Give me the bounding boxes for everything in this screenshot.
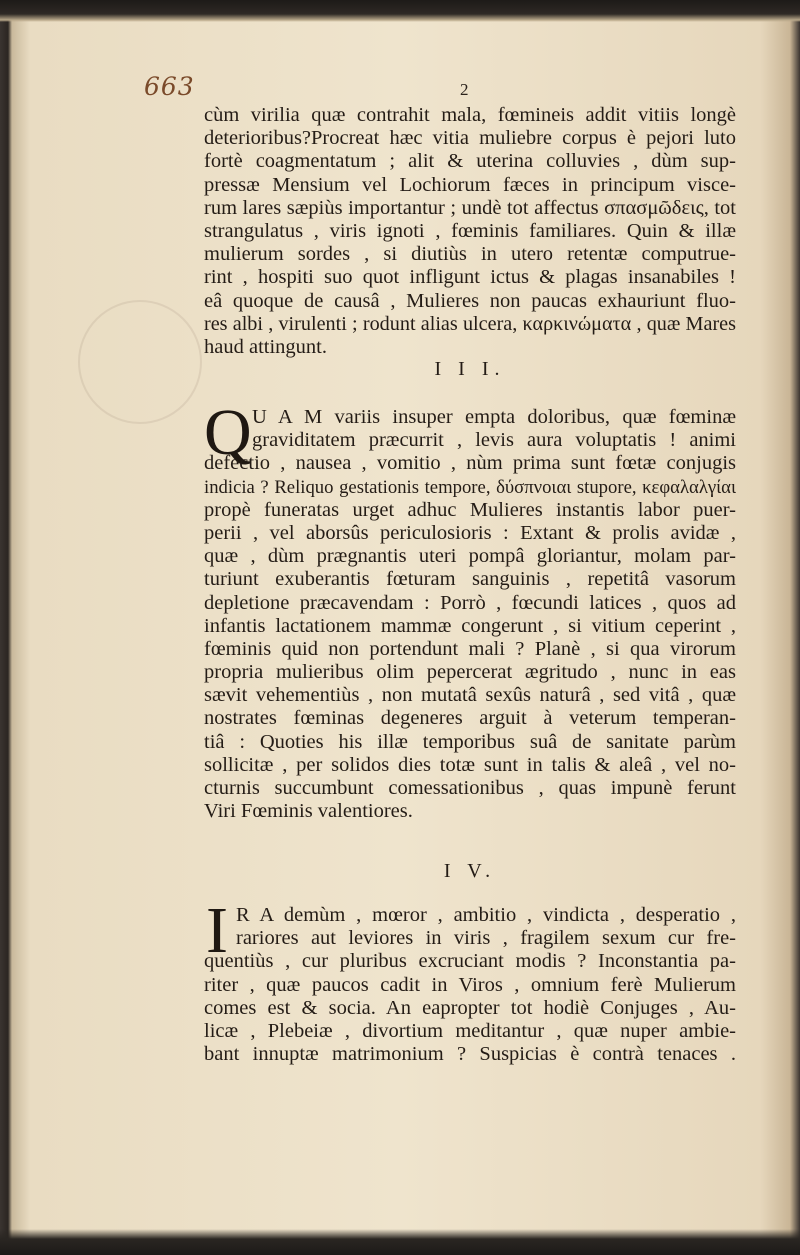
text-line: haud attingunt. xyxy=(204,335,327,358)
text-line: Viri Fœminis valentiores. xyxy=(204,800,413,823)
text-line: graviditatem præcurrit , levis aura voluptatis ! animi xyxy=(252,429,736,452)
text-line: eâ quoque de causâ , Mulieres non paucas exhauriunt fluo- xyxy=(204,289,736,312)
text-line: R A demùm , mœror , ambitio , vindicta , desperatio , xyxy=(236,904,736,926)
text-line: sollicitæ , per solidos dies totæ sunt in talis & aleâ , vel no- xyxy=(204,753,736,776)
text-line: propè funeratas urget adhuc Mulieres instantis labor puer- xyxy=(204,498,736,521)
text-line: turiunt exuberantis fœturam sanguinis , repetitâ vasorum xyxy=(204,568,736,591)
text-line: bant innuptæ matrimonium ? Suspicias è contrà tenaces . xyxy=(204,1043,736,1066)
text-line: comes est & socia. An eapropter tot hodiè Conjuges , Au- xyxy=(204,996,736,1019)
text-line: depletione præcavendam : Porrò , fœcundi latices , quos ad xyxy=(204,591,736,614)
text-line: quentiùs , cur pluribus excruciant modis ? Inconstantia pa- xyxy=(204,950,736,973)
text-line: pressæ Mensium vel Lochiorum fæces in principum visce- xyxy=(204,173,736,196)
text-line: propria mulieribus olim pepercerat ægritudo , nunc in eas xyxy=(204,661,736,684)
section-3-text-indented xyxy=(252,406,736,452)
page-number: 663 xyxy=(144,72,195,101)
section-4-text-indented xyxy=(236,904,736,950)
text-line: licæ , Plebeiæ , divortium meditantur , quæ nuper ambie- xyxy=(204,1019,736,1042)
section-1-text xyxy=(204,104,736,359)
text-line: rint , hospiti suo quot infligunt ictus & plagas insanabiles ! xyxy=(204,266,736,289)
text-line: nostrates fœminas degeneres arguit à veterum temperan- xyxy=(204,707,736,730)
book-bottom-edge xyxy=(0,1229,800,1255)
text-line: fortè coagmentatum ; alit & uterina colluvies , dùm sup- xyxy=(204,150,736,173)
text-line: defectio , nausea , vomitio , nùm prima sunt fœtæ conjugis xyxy=(204,452,736,475)
section-heading-4: I V. xyxy=(443,860,497,882)
library-stamp-ghost xyxy=(78,300,202,424)
text-line: rum lares sæpiùs importantur ; undè tot affectus σπασμῶδεις, tot xyxy=(204,196,736,219)
section-heading-3: I I I. xyxy=(434,358,506,380)
text-line: deterioribus?Procreat hæc vitia muliebre corpus è pejori luto xyxy=(204,127,736,150)
text-line: quæ , dùm prægnantis uteri pompâ gloriantur, molam par- xyxy=(204,545,736,568)
text-line: indicia ? Reliquo gestationis tempore, δύσπνοιαι stupore, κεφαλαλγίαι xyxy=(204,476,736,498)
text-line: res albi , virulenti ; rodunt alias ulcera, καρκινώματα , quæ Mares xyxy=(204,312,736,335)
text-line: fœminis quid non portendunt mali ? Planè , si qua virorum xyxy=(204,637,736,660)
text-line: cturnis succumbunt comessationibus , quas impunè ferunt xyxy=(204,777,736,800)
text-line: infantis lactationem mammæ congerunt , si vitium ceperint , xyxy=(204,614,736,637)
section-3-text xyxy=(204,452,736,823)
drop-cap-i: I xyxy=(206,894,228,967)
text-line: cùm virilia quæ contrahit mala, fœmineis addit vitiis longè xyxy=(204,104,736,126)
text-line: riter , quæ paucos cadit in Viros , omnium ferè Mulierum xyxy=(204,973,736,996)
section-4-text xyxy=(204,950,736,1066)
text-line: mulierum sordes , si diutiùs in utero retentæ computrue- xyxy=(204,243,736,266)
text-line: strangulatus , viris ignoti , fœminis familiares. Quin & illæ xyxy=(204,219,736,242)
text-line: tiâ : Quoties his illæ temporibus suâ de sanitate parùm xyxy=(204,730,736,753)
signature-mark: 2 xyxy=(460,80,469,99)
text-line: U A M variis insuper empta doloribus, quæ fœminæ xyxy=(252,406,736,428)
text-line: perii , vel aborsûs periculosioris : Extant & prolis avidæ , xyxy=(204,521,736,544)
text-line: rariores aut leviores in viris , fragilem sexum cur fre- xyxy=(236,927,736,950)
book-top-edge xyxy=(0,0,800,22)
drop-cap-q: Q xyxy=(204,396,252,469)
text-line: sævit vehementiùs , non mutatâ sexûs naturâ , sed vitâ , quæ xyxy=(204,684,736,707)
